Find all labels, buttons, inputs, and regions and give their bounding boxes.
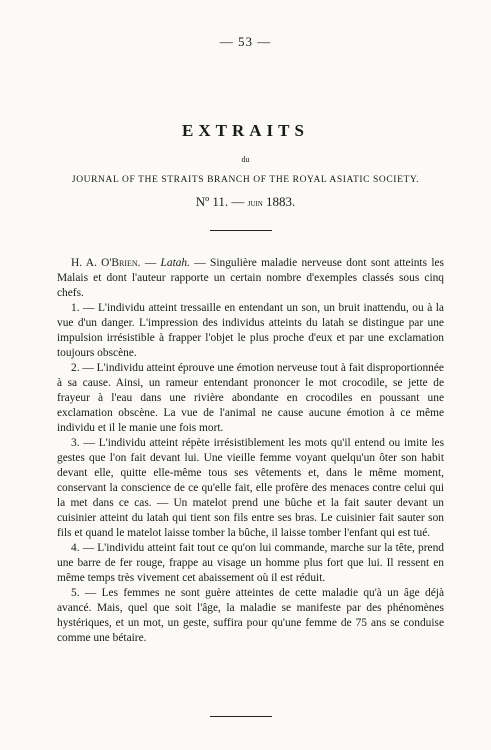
paragraph-5: 5. — Les femmes ne sont guère atteintes de cette maladie qu'à un âge déjà avancé. Mais, quel que soit l'âge, la maladie se manifeste par des phénomènes hystériques, et un mot, un geste, suffira pour qu'une femme de 75 ans se conduise comme une bétaire. xyxy=(57,587,444,644)
paragraph-3: 3. — L'individu atteint répète irrésistiblement les mots qu'il entend ou imite les gestes que l'on fait devant lui. Une vieille femme voyant quelqu'un ôter son habit devant elle, quitte elle-même tous ses vêtements et, dans le même moment, conservant la conscience de ce qu'elle fait, elle profère des menaces contre celui qui la met dans ce cas. — Un matelot prend une bûche et la fait sauter devant un cuisinier atteint du latah qui tient son fils entre ses bras. Le cuisinier fait sauter son fils et quand le matelot laisse tomber la bûche, il laisse tomber l'enfant qui est tué. xyxy=(57,437,444,539)
issue-year: 1883. xyxy=(262,194,296,209)
subtitle-du: du xyxy=(241,155,250,164)
article-intro: — Singulière maladie nerveuse dont sont atteints les Malais et dont l'auteur rapporte un certain nombre d'exemples classés sous cinq chefs. xyxy=(57,257,444,299)
article-title: Latah. xyxy=(160,257,190,269)
section-title: EXTRAITS xyxy=(182,121,309,140)
paragraph-4: 4. — L'individu atteint fait tout ce qu'on lui commande, marche sur la tête, prend une barre de fer rouge, frappe au visage un homme plus fort que lui. Il ressent en même temps très vivement cet abaissement où il est réduit. xyxy=(57,542,444,584)
issue-line xyxy=(0,194,491,210)
issue-prefix: Nº 11. — xyxy=(195,194,248,209)
article-body xyxy=(57,256,444,646)
paragraph-2: 2. — L'individu atteint éprouve une émotion nerveuse tout à fait disproportionnée à sa cause. Ainsi, un rameur entendant prononcer le mot crocodile, se jette de frayeur à l'eau dans une rivière abondante en crocodiles en poussant une exclamation obscène. La vue de l'animal ne cause aucune émotion à ce même individu et il le manie une fois mort. xyxy=(57,362,444,434)
article-author: H. A. O'Brien. xyxy=(71,257,141,269)
issue-month: juin xyxy=(247,198,263,209)
journal-name: JOURNAL OF THE STRAITS BRANCH OF THE ROYAL ASIATIC SOCIETY. xyxy=(71,175,420,185)
page-number: — 53 — xyxy=(219,34,272,49)
paragraph-1: 1. — L'individu atteint tressaille en entendant un son, un bruit inattendu, ou à la vue d'un danger. L'impression des individus atteints du latah se distingue par une impulsion irrésistible à frapper l'objet le plus proche d'eux et par une exclamation toujours obscène. xyxy=(57,302,444,359)
divider-rule-top xyxy=(210,230,272,231)
divider-rule-bottom xyxy=(210,716,272,717)
article-dash: — xyxy=(140,257,161,269)
article-intro-paragraph xyxy=(57,256,444,301)
